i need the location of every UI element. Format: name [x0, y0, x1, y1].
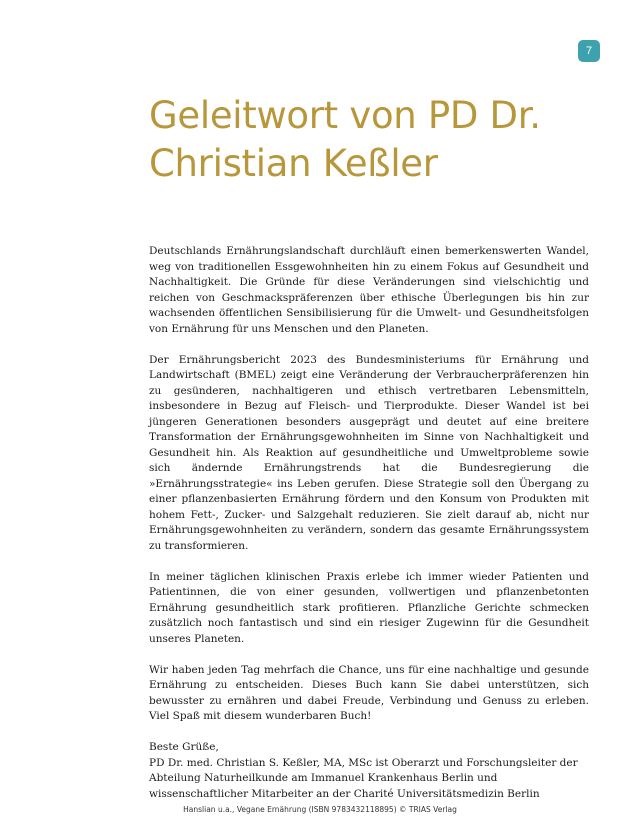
paragraph-1: Deutschlands Ernährungslandschaft durchläuft einen bemerkenswerten Wandel, weg von traditionellen Essgewohnheiten hin zu einem Fokus auf Gesundheit und Nachhaltigkeit. Die Gründe für diese Veränderungen sind vielschichtig und reichen von Geschmackspräferenzen über ethische Überlegungen bis hin zur wachsenden öffentlichen Sensibilisierung für die Umwelt- und Gesundheitsfolgen von Ernährung für uns Menschen und den Planeten. — [149, 245, 589, 335]
page-title: Geleitwort von PD Dr. Christian Keßler — [149, 94, 541, 185]
paragraph-4: Wir haben jeden Tag mehrfach die Chance, uns für eine nachhaltige und gesunde Ernährung zu entscheiden. Dieses Buch kann Sie dabei unterstützen, sich bewusster zu ernähren und dabei Freude, Verbindung und Genuss zu erleben. Viel Spaß mit diesem wunderbaren Buch! — [149, 663, 589, 722]
signature: PD Dr. med. Christian S. Keßler, MA, MSc ist Oberarzt und Forschungsleiter der Abteilung Naturheilkunde am Immanuel Krankenhaus Berlin und wissenschaftlicher Mitarbeiter an der Charité Universitätsmedizin Berlin — [149, 756, 578, 800]
foreword-body — [149, 244, 589, 802]
paragraph-2: Der Ernährungsbericht 2023 des Bundesministeriums für Ernährung und Landwirtschaft (BMEL) zeigt eine Veränderung der Verbraucherpräferenzen hin zu gesünderen, nachhaltigeren und ethisch vertretbaren Lebensmitteln, insbesondere in Bezug auf Fleisch- und Tierprodukte. Dieser Wandel ist bei jüngeren Generationen besonders ausgeprägt und deutet auf eine breitere Transformation der Ernährungsgewohnheiten im Sinne von Nachhaltigkeit und Gesundheit hin. Als Reaktion auf gesundheitliche und Umweltprobleme sowie sich ändernde Ernährungstrends hat die Bundesregierung die »Ernährungsstrategie« ins Leben gerufen. Diese Strategie soll den Übergang zu einer pflanzenbasierten Ernährung fördern und den Konsum von Produkten mit hohem Fett-, Zucker- und Salzgehalt reduzieren. Sie zielt darauf ab, nicht nur Ernährungsgewohnheiten zu verändern, sondern das gesamte Ernährungssystem zu transformieren. — [149, 353, 589, 552]
footer-citation: Hanslian u.a., Vegane Ernährung (ISBN 9783432118895) © TRIAS Verlag — [183, 805, 457, 814]
paragraph-3: In meiner täglichen klinischen Praxis erlebe ich immer wieder Patienten und Patientinnen, die von einer gesunden, vollwertigen und pflanzenbetonten Ernährung gesundheitlich stark profitieren. Pflanzliche Gerichte schmecken zusätzlich noch fantastisch und sind ein riesiger Zugewinn für die Gesundheit unseres Planeten. — [149, 570, 589, 645]
page-number-badge: 7 — [578, 40, 600, 62]
closing: Beste Grüße, — [149, 741, 219, 753]
